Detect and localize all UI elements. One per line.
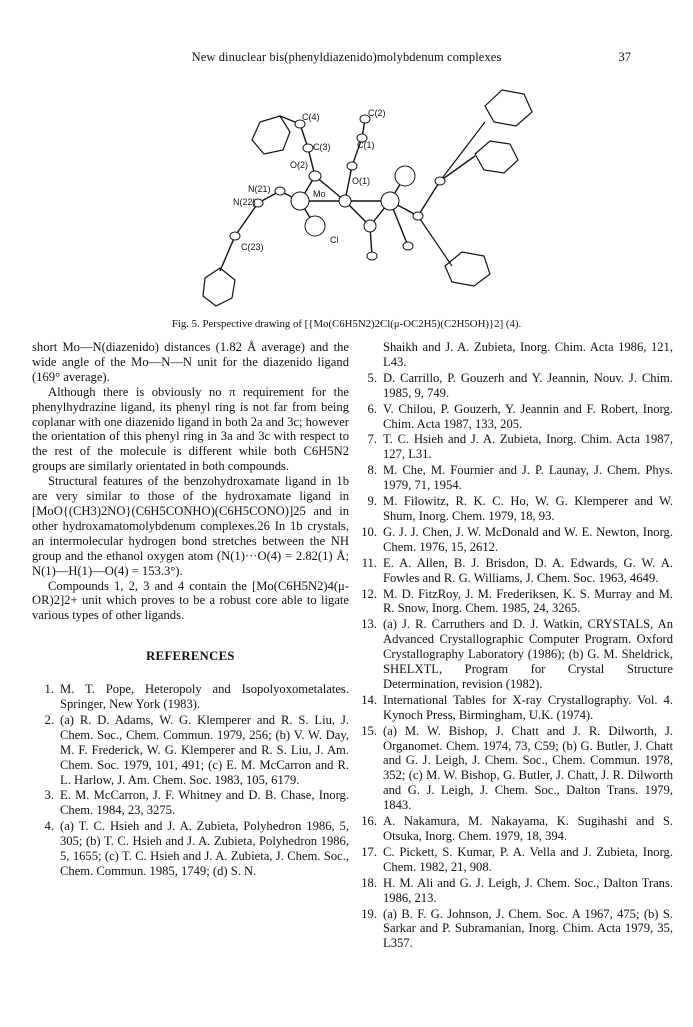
reference-item bbox=[355, 617, 673, 692]
reference-text: M. Che, M. Fournier and J. P. Launay, J. Chem. Phys. 1979, 71, 1954. bbox=[383, 463, 673, 493]
body-paragraph: Although there is obviously no π requirement for the phenylhydrazine ligand, its phenyl ring is not far from being coplanar with one diazenido ligand in both 2a and 3c; however the orientation of this phenyl ring in 3a and 3c with respect to the rest of the molecule is different while both C6H5N2 groups are similarly orientated in both compounds. bbox=[32, 384, 349, 474]
reference-number: 19. bbox=[361, 906, 377, 921]
reference-item bbox=[355, 693, 673, 723]
references-heading: REFERENCES bbox=[146, 649, 235, 664]
reference-number: 6. bbox=[367, 401, 377, 416]
reference-text: M. T. Pope, Heteropoly and Isopolyoxometalates. Springer, New York (1983). bbox=[60, 682, 349, 712]
reference-number: 3. bbox=[44, 788, 54, 803]
reference-text: International Tables for X-ray Crystallography. Vol. 4. Kynoch Press, Birmingham, U.K. (1974). bbox=[383, 692, 673, 722]
reference-number: 17. bbox=[361, 844, 377, 859]
atom-label-c23: C(23) bbox=[241, 242, 264, 252]
body-paragraph: Structural features of the benzohydroxamate ligand in 1b are very similar to those of the hydroxamate ligand in [MoO{(CH3)2NO}(C6H5CONHO)(C6H5CONO)]25 and in other hydroxamatomolybdenum complexes.26 In 1b crystals, an intermolecular hydrogen bond stretches between the NH group and the ethanol oxygen atom (N(1)···O(4) = 2.82(1) Å; N(1)—H(1)—O(4) = 153.3°). bbox=[32, 474, 349, 578]
reference-text: E. A. Allen, B. J. Brisdon, D. A. Edwards, G. W. A. Fowles and R. G. Williams, J. Chem. Soc. 1963, 4649. bbox=[383, 555, 673, 585]
reference-item bbox=[355, 587, 673, 617]
reference-number: 12. bbox=[361, 586, 377, 601]
page-header bbox=[0, 50, 693, 70]
reference-text: (a) B. F. G. Johnson, J. Chem. Soc. A 1967, 475; (b) S. Sarkar and P. Subramanian, Inorg. Chim. Acta 1979, 35, L357. bbox=[383, 906, 673, 951]
reference-item bbox=[355, 525, 673, 555]
body-paragraph: Compounds 1, 2, 3 and 4 contain the [Mo(C6H5N2)4(μ-OR)2]2+ unit which proves to be a robust core able to ligate various types of other ligands. bbox=[32, 578, 349, 623]
left-column bbox=[32, 340, 349, 880]
reference-number: 9. bbox=[367, 494, 377, 509]
atom-label-mo: Mo bbox=[313, 189, 326, 199]
reference-number: 16. bbox=[361, 814, 377, 829]
reference-item bbox=[355, 463, 673, 493]
atom-label-c1: C(1) bbox=[357, 140, 375, 150]
reference-text: H. M. Ali and G. J. Leigh, J. Chem. Soc., Dalton Trans. 1986, 213. bbox=[383, 875, 673, 905]
reference-text: T. C. Hsieh and J. A. Zubieta, Inorg. Chim. Acta 1987, 127, L31. bbox=[383, 432, 673, 462]
reference-item bbox=[355, 402, 673, 432]
reference-text: D. Carrillo, P. Gouzerh and Y. Jeannin, Nouv. J. Chim. 1985, 9, 749. bbox=[383, 370, 673, 400]
reference-item bbox=[355, 724, 673, 813]
ortep-drawing bbox=[140, 76, 560, 316]
reference-text: V. Chilou, P. Gouzerh, Y. Jeannin and F. Robert, Inorg. Chim. Acta 1987, 133, 205. bbox=[383, 401, 673, 431]
reference-number: 18. bbox=[361, 875, 377, 890]
reference-item bbox=[32, 788, 349, 818]
atom-label-n21: N(21) bbox=[248, 184, 271, 194]
reference-text: (a) T. C. Hsieh and J. A. Zubieta, Polyhedron 1986, 5, 305; (b) T. C. Hsieh and J. A. Zubieta, Polyhedron 1986, 5, 1655; (c) T. C. Hsieh and J. A. Zubieta, J. Chem. Soc., Chem. Commun. 1985, 1749; (d) S. N. bbox=[60, 819, 349, 878]
reference-item bbox=[355, 432, 673, 462]
reference-number: 11. bbox=[361, 555, 377, 570]
atom-label-o1: O(1) bbox=[352, 176, 370, 186]
reference-text: A. Nakamura, M. Nakayama, K. Sugihashi and S. Otsuka, Inorg. Chem. 1979, 18, 394. bbox=[383, 814, 673, 843]
reference-text: G. J. J. Chen, J. W. McDonald and W. E. Newton, Inorg. Chem. 1976, 15, 2612. bbox=[383, 524, 673, 554]
reference-text: (a) J. R. Carruthers and D. J. Watkin, CRYSTALS, An Advanced Crystallographic Computer Program. Oxford Crystallography Laboratory (1986); (b) G. M. Sheldrick, SHELXTL, Program for Crystal Structure Determination, revision (1982). bbox=[383, 617, 673, 691]
right-column bbox=[355, 340, 673, 952]
reference-text: M. D. FitzRoy, J. M. Frederiksen, K. S. Murray and M. R. Snow, Inorg. Chem. 1985, 24, 3265. bbox=[383, 586, 673, 616]
reference-item bbox=[355, 371, 673, 401]
reference-item bbox=[355, 814, 673, 844]
reference-number: 13. bbox=[361, 617, 377, 632]
reference-text: (a) R. D. Adams, W. G. Klemperer and R. S. Liu, J. Chem. Soc., Chem. Commun. 1979, 256; (b) V. W. Day, M. F. Frederick, W. G. Klemperer and R. S. Liu, J. Am. Chem. Soc. 1979, 101, 491; (c) E. M. McCarron and R. L. Harlow, J. Am. Chem. Soc. 1983, 105, 6179. bbox=[60, 712, 349, 787]
page-number: 37 bbox=[618, 50, 631, 64]
reference-text: E. M. McCarron, J. F. Whitney and D. B. Chase, Inorg. Chem. 1984, 23, 3275. bbox=[60, 788, 349, 818]
figure-caption: Fig. 5. Perspective drawing of [{Mo(C6H5N2)2Cl(μ-OC2H5)(C2H5OH)}2] (4). bbox=[171, 318, 522, 330]
reference-item bbox=[355, 876, 673, 906]
reference-number: 4. bbox=[44, 819, 54, 834]
reference-item bbox=[355, 907, 673, 952]
reference-number: 2. bbox=[44, 712, 54, 727]
reference-number: 8. bbox=[367, 463, 377, 478]
atom-label-n22: N(22) bbox=[233, 197, 256, 207]
reference-number: 5. bbox=[367, 370, 377, 385]
reference-text: C. Pickett, S. Kumar, P. A. Vella and J. Zubieta, Inorg. Chem. 1982, 21, 908. bbox=[383, 844, 673, 874]
reference-number: 1. bbox=[44, 682, 54, 697]
atom-label-o2: O(2) bbox=[290, 160, 308, 170]
reference-number: 10. bbox=[361, 524, 377, 539]
running-title: New dinuclear bis(phenyldiazenido)molybdenum complexes bbox=[191, 50, 502, 64]
reference-item bbox=[355, 845, 673, 875]
reference-number: 7. bbox=[367, 432, 377, 447]
reference-item bbox=[32, 682, 349, 712]
reference-item bbox=[355, 556, 673, 586]
reference-item bbox=[32, 713, 349, 788]
figure-molecular-structure bbox=[140, 76, 560, 316]
reference-number: 15. bbox=[361, 723, 377, 738]
body-paragraph: short Mo—N(diazenido) distances (1.82 Å average) and the wide angle of the Mo—N—N unit for the diazenido ligand (169° average). bbox=[32, 340, 349, 384]
reference-item bbox=[32, 819, 349, 879]
reference-number: 14. bbox=[361, 692, 377, 707]
atom-label-c2: C(2) bbox=[368, 108, 386, 118]
atom-label-c3: C(3) bbox=[313, 142, 331, 152]
reference-item bbox=[355, 494, 673, 524]
atom-label-cl: Cl bbox=[330, 235, 339, 245]
reference-text: (a) M. W. Bishop, J. Chatt and J. R. Dilworth, J. Organomet. Chem. 1974, 73, C59; (b) G. Butler, J. Chatt and G. J. Leigh, J. Chem. Soc., Chem. Commun. 1978, 352; (c) M. W. Bishop, G. Butler, J. Chatt, J. R. Dilworth and G. J. Leigh, J. Chem. Soc., Dalton Trans. 1979, 1843. bbox=[383, 723, 673, 813]
reference-text: M. Filowitz, R. K. C. Ho, W. G. Klemperer and W. Shum, Inorg. Chem. 1979, 18, 93. bbox=[383, 494, 673, 523]
atom-label-c4: C(4) bbox=[302, 112, 320, 122]
reference-continuation: Shaikh and J. A. Zubieta, Inorg. Chim. Acta 1986, 121, L43. bbox=[383, 340, 673, 369]
